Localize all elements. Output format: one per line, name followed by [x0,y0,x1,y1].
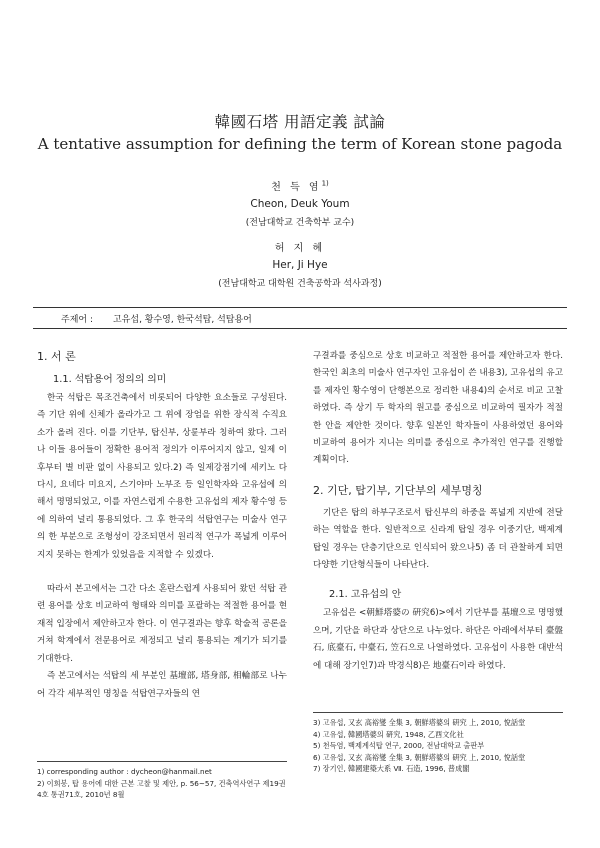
author-1-name: 천 득 염 [271,182,322,193]
footnote-7: 7) 장기인, 韓國建築大系 Ⅶ. 石造, 1996, 普成閣 [313,764,470,773]
footnote-2: 2) 이희봉, 탑 용어에 대한 근본 고찰 및 제안, p. 56~57, 건축역사연구 제19권 4호 통권71호, 2010년 8월 [37,778,286,799]
section-2-1-heading: 2.1. 고유섭의 안 [329,589,402,601]
author-1-affiliation: (전남대학교 건축학부 교수) [245,218,355,228]
author-2-affiliation: (전남대학교 대학원 건축공학과 석사과정) [218,279,382,289]
author-2 [0,239,600,289]
paragraph: 구결과를 중심으로 상호 비교하고 적절한 용어를 제안하고자 한다. 한국인 최초의 미술사 연구자인 고유섭이 쓴 내용3), 고유섭의 유고를 제자인 황수영이 단행본으로 정리한 내용4)의 순서로 비교 고찰하였다. 즉 상기 두 학자의 원고를 중심으로 비교하여 필자가 적절한 안을 제안한 것이다. 향후 일본인 학자들이 사용하였던 용어와 비교하여 용어가 지니는 의미를 중심으로 추가적인 연구를 진행할 계획이다. [313,351,563,466]
left-column [37,348,287,703]
footnote-1: 1) corresponding author : dycheon@hanmail.net [37,767,212,776]
footnote-3: 3) 고유섭, 又玄 高裕燮 全集 3, 朝鮮塔婆의 硏究 上, 2010, 悅話堂 [313,718,526,727]
footnote-6: 6) 고유섭, 又玄 高裕燮 全集 3, 朝鮮塔婆의 硏究 上, 2010, 悅話堂 [313,752,526,762]
paragraph: 기단은 탑의 하부구조로서 탑신부의 하중을 폭넓게 지반에 전달하는 역할을 한다. 일반적으로 신라계 탑일 경우 이중기단, 백제계 탑일 경우는 단층기단으로 인식되어 왔으나5) 좀 더 관찰하게 되면 다양한 기단형식들이 나타난다. [313,507,563,571]
keywords-box [33,307,567,329]
title-english: A tentative assumption for defining the term of Korean stone pagoda [37,135,563,153]
footnotes-right [313,712,563,775]
author-1-roman: Cheon, Deuk Youm [250,198,350,210]
paragraph: 고유섭은 <朝鮮塔婆の 硏究6)>에서 기단부를 基壇으로 명명했으며, 기단을 하단과 상단으로 나누었다. 하단은 아래에서부터 臺盤石, 底臺石, 中臺石, 笠石으로 나열하였다. 고유섭이 사용한 대반석에 대해 장기인7)과 박경식8)은 地臺石이라 하였다. [313,608,563,671]
footnotes-left [37,761,287,801]
section-2-heading: 2. 기단, 탑기부, 기단부의 세부명칭 [313,483,483,497]
title-korean: 韓國石塔 用語定義 試論 [214,113,386,131]
keywords-label: 주제어 : [61,314,93,325]
section-1-heading: 1. 서 론 [37,350,76,363]
paragraph: 따라서 본고에서는 그간 다소 혼란스럽게 사용되어 왔던 석탑 관련 용어를 상호 비교하여 형태와 의미를 포괄하는 적절한 용어를 현재적 입장에서 제안하고자 한다. 이 연구결과는 향후 학술적 공론을 거쳐 학계에서 전문용어로 제정되고 널리 통용되는 계기가 되기를 기대한다. [37,584,287,664]
footnote-5: 5) 천득염, 백제계석탑 연구, 2000, 전남대학교 출판부 [313,741,485,750]
paragraph: 즉 본고에서는 석탑의 세 부분인 基壇部, 塔身部, 相輪部로 나누어 각각 세부적인 명칭을 석탑연구자들의 연 [37,671,287,699]
author-2-roman: Her, Ji Hye [272,259,328,271]
footnote-4: 4) 고유섭, 韓國塔婆의 硏究, 1948, 乙酉文化社 [313,729,464,739]
author-1-footnote-mark: 1) [321,179,329,188]
right-column [313,348,563,675]
author-1 [0,178,600,228]
paragraph: 한국 석탑은 목조건축에서 비롯되어 다양한 요소들로 구성된다. 즉 기단 위에 신체가 올라가고 그 위에 장엄을 위한 장식적 수직요소가 올려 진다. 이를 기단부, 탑신부, 상륜부라 칭하여 왔다. 그러나 이들 용어들이 정확한 용어적 정의가 이루어지지 않고, 일제 이후부터 별 비판 없이 사용되고 있다.2) 즉 일제강점기에 세키노 다다시, 요네다 미요지, 스기야마 노부조 등 일인학자와 고유섭에 의해서 명명되었고, 이를 자연스럽게 수용한 고유섭의 제자 황수영 등에 의하여 널리 통용되었다. 그 후 한국의 석탑연구는 미술사 연구의 한 부분으로 조형성이 강조되면서 원리적 연구가 폭넓게 이루어지지 못하는 한계가 있었음을 지적할 수 있겠다. [37,393,287,560]
author-2-name: 허 지 혜 [274,243,326,254]
section-1-1-heading: 1.1. 석탑용어 정의의 의미 [53,374,167,385]
keywords-text: 고유섭, 황수영, 한국석탑, 석탑용어 [112,314,252,325]
